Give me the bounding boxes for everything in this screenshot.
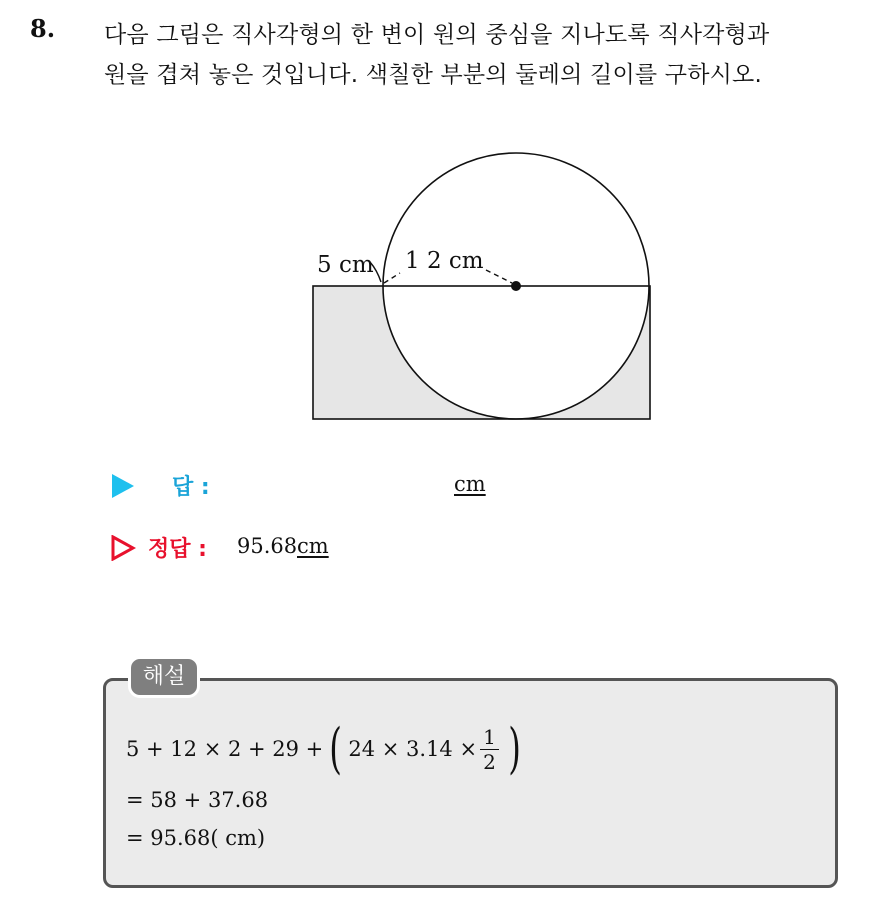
left-paren: ( [329, 717, 343, 780]
answer-label: 답 : [172, 475, 210, 500]
fraction [480, 725, 499, 774]
correct-answer-value: 95.68 [237, 534, 298, 558]
explanation-line-3: = 95.68( cm) [126, 826, 266, 850]
question-line-1: 다음 그림은 직사각형의 한 변이 원의 중심을 지나도록 직사각형과 [104, 22, 770, 48]
problem-number: 8. [30, 14, 56, 43]
correct-answer-label: 정답 : [148, 537, 207, 562]
shaded-region [313, 286, 650, 419]
fraction-denominator: 2 [483, 749, 496, 774]
outline-triangle-icon [110, 535, 136, 561]
play-triangle-icon [112, 474, 134, 498]
question-line-2: 원을 겹쳐 놓은 것입니다. 색칠한 부분의 둘레의 길이를 구하시오. [104, 62, 762, 88]
dimension-12cm-right [486, 270, 512, 283]
answer-unit: cm [454, 472, 486, 496]
correct-answer-unit: cm [297, 534, 329, 558]
expression-prefix: 5 + 12 × 2 + 29 + [126, 737, 324, 761]
label-12cm: 1 2 cm [405, 248, 484, 274]
expression-inner: 24 × 3.14 × [348, 737, 478, 761]
dimension-12cm-left [384, 273, 400, 283]
explanation-line-1 [126, 718, 527, 780]
label-5cm: 5 cm [317, 252, 374, 278]
right-paren: ) [508, 717, 521, 780]
explanation-tag: 해설 [128, 656, 200, 698]
explanation-line-2: = 58 + 37.68 [126, 788, 269, 812]
explanation-box [103, 678, 838, 888]
center-point [511, 281, 521, 291]
fraction-numerator: 1 [480, 725, 499, 750]
